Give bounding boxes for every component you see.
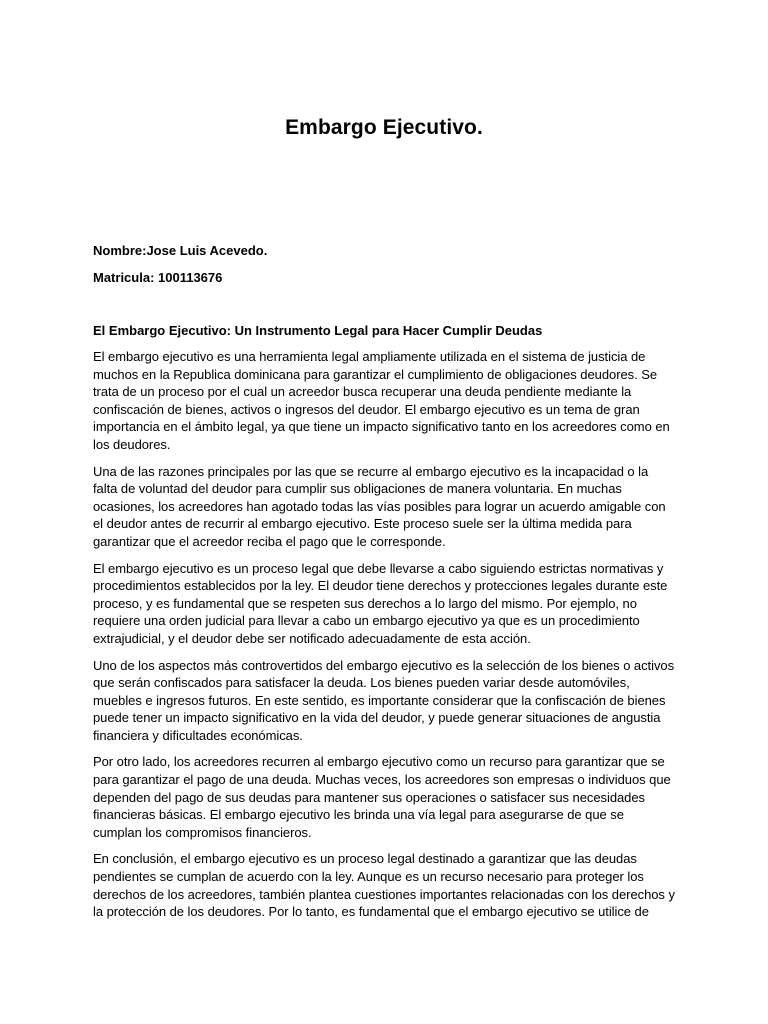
document-body <box>93 348 675 921</box>
paragraph: Por otro lado, los acreedores recurren al embargo ejecutivo como un recurso para garantizar que se para garantizar el pago de una deuda. Muchas veces, los acreedores son empresas o individuos que dependen del pago de sus deudas para mantener sus operaciones o satisfacer sus necesidades financieras básicas. El embargo ejecutivo les brinda una vía legal para asegurarse de que se cumplan los compromisos financieros. <box>93 754 671 840</box>
author-info <box>93 242 675 286</box>
paragraph: Uno de los aspectos más controvertidos del embargo ejecutivo es la selección de los bienes o activos que serán confiscados para satisfacer la deuda. Los bienes pueden variar desde automóviles, muebles e ingresos futuros. En este sentido, es importante considerar que la confiscación de bienes puede tener un impacto significativo en la vida del deudor, y puede generar situaciones de angustia financiera y dificultades económicas. <box>93 657 675 743</box>
section-heading: El Embargo Ejecutivo: Un Instrumento Legal para Hacer Cumplir Deudas <box>93 323 543 338</box>
paragraph: El embargo ejecutivo es un proceso legal que debe llevarse a cabo siguiendo estrictas normativas y procedimientos establecidos por la ley. El deudor tiene derechos y protecciones legales durante este proceso, y es fundamental que se respeten sus derechos a lo largo del mismo. Por ejemplo, no requiere una orden judicial para llevar a cabo un embargo ejecutivo ya que es un procedimiento extrajudicial, y el deudor debe ser notificado adecuadamente de esta acción. <box>93 560 668 646</box>
author-name: Nombre:Jose Luis Acevedo. <box>93 243 268 258</box>
paragraph: Una de las razones principales por las que se recurre al embargo ejecutivo es la incapacidad o la falta de voluntad del deudor para cumplir sus obligaciones de manera voluntaria. En muchas ocasiones, los acreedores han agotado todas las vías posibles para lograr un acuerdo amigable con el deudor antes de recurrir al embargo ejecutivo. Este proceso suele ser la última medida para garantizar que el acreedor reciba el pago que le corresponde. <box>93 463 666 549</box>
paragraph: En conclusión, el embargo ejecutivo es un proceso legal destinado a garantizar que las deudas pendientes se cumplan de acuerdo con la ley. Aunque es un recurso necesario para proteger los derechos de los acreedores, también plantea cuestiones importantes relacionadas con los derechos y la protección de los deudores. Por lo tanto, es fundamental que el embargo ejecutivo se utilice de <box>93 851 675 920</box>
paragraph: El embargo ejecutivo es una herramienta legal ampliamente utilizada en el sistema de justicia de muchos en la Republica dominicana para garantizar el cumplimiento de obligaciones deudores. Se trata de un proceso por el cual un acreedor busca recuperar una deuda pendiente mediante la confiscación de bienes, activos o ingresos del deudor. El embargo ejecutivo es un tema de gran importancia en el ámbito legal, ya que tiene un impacto significativo tanto en los acreedores como en los deudores. <box>93 349 670 452</box>
student-id: Matricula: 100113676 <box>93 270 223 285</box>
document-title: Embargo Ejecutivo. <box>285 116 483 139</box>
